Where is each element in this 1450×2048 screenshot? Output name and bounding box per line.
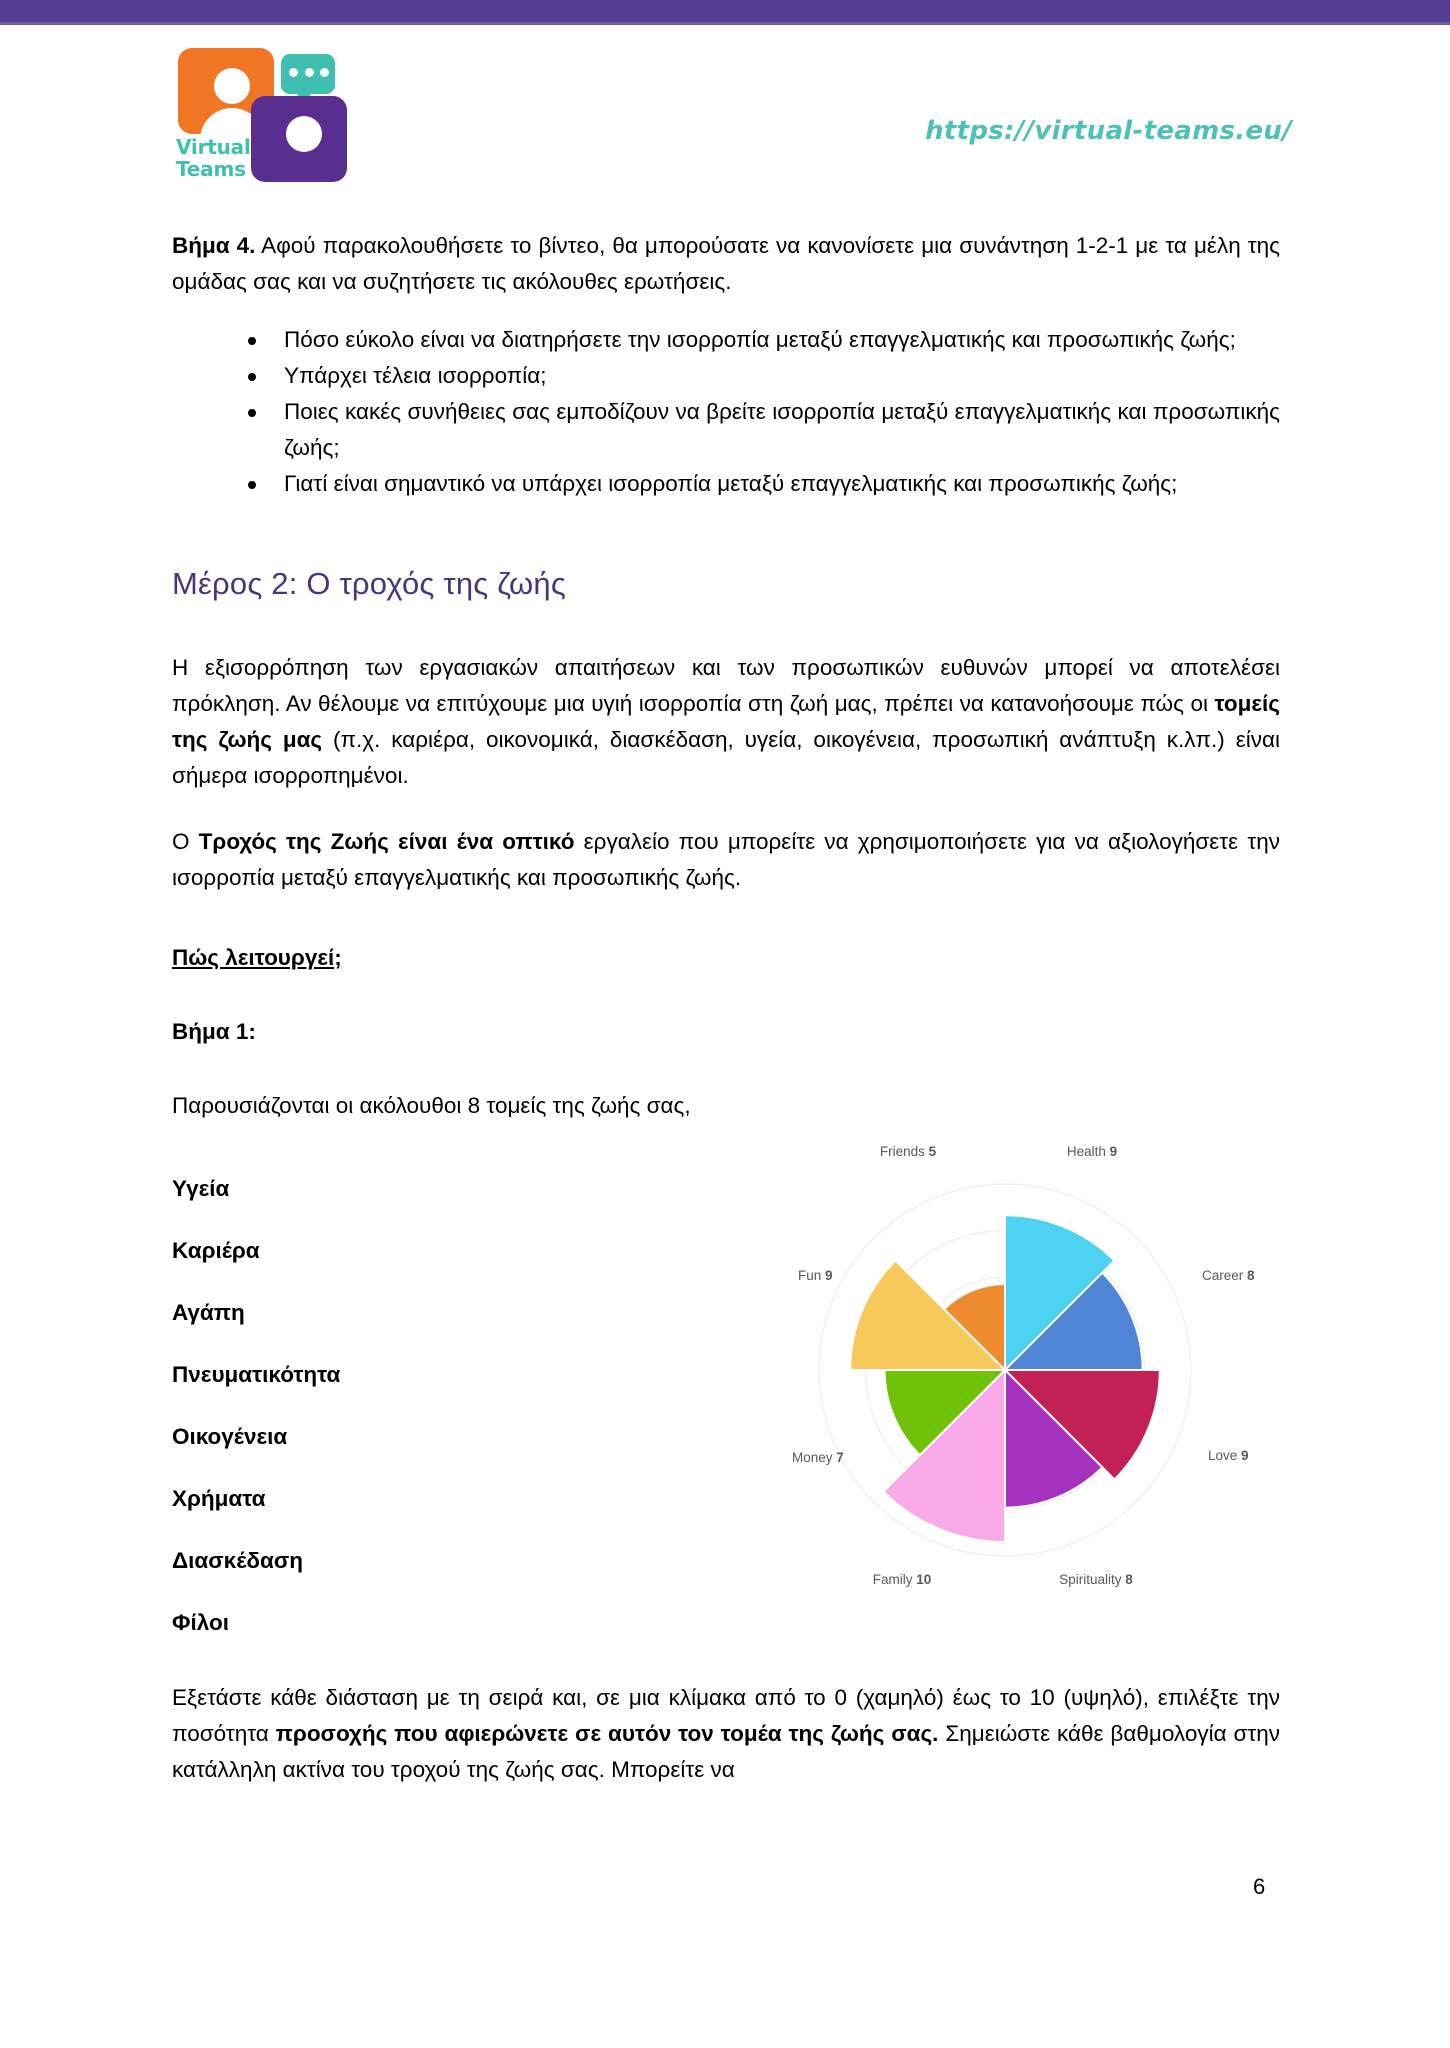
step4-label: Βήμα 4. <box>172 233 256 258</box>
chat-bubble-dots-icon <box>289 68 329 77</box>
wheel-of-life-chart <box>740 1132 1300 1602</box>
life-area-item: Πνευματικότητα <box>172 1362 341 1387</box>
wheel-of-life-svg <box>740 1132 1280 1602</box>
wheel-label-career: Career 8 <box>1202 1268 1255 1283</box>
wheel-label-fun: Fun 9 <box>798 1268 833 1283</box>
para1-bold: τομείς της ζωής μας <box>172 691 1280 752</box>
virtual-teams-logo <box>168 44 368 181</box>
closing-bold: προσοχής που αφιερώνετε σε αυτόν τον τομέα της ζωής σας. <box>275 1721 939 1746</box>
life-area-item: Χρήματα <box>172 1486 266 1511</box>
wheel-label-health: Health 9 <box>1066 1144 1118 1159</box>
logo-line-1: Virtual <box>176 135 251 159</box>
life-areas-list <box>172 1158 592 1654</box>
para1-part-a: Η εξισορρόπηση των εργασιακών απαιτήσεων και των προσωπικών ευθυνών μπορεί να αποτελέσει πρόκληση. Αν θέλουμε να επιτύχουμε μια υγιή ισορροπία στη ζωή μας, πρέπει να κατανοήσουμε πώς οι <box>172 655 1280 716</box>
life-area-item: Καριέρα <box>172 1238 260 1263</box>
document-content <box>172 228 1280 1788</box>
para1-part-b: (π.χ. καριέρα, οικονομικά, διασκέδαση, υγεία, οικογένεια, προσωπική ανάπτυξη κ.λπ.) είναι σήμερα ισορροπημένοι. <box>172 727 1280 788</box>
list-item: Γιατί είναι σημαντικό να υπάρχει ισορροπία μεταξύ επαγγελματικής και προσωπικής ζωής; <box>238 466 1280 502</box>
top-purple-bar <box>0 0 1450 22</box>
list-item: Πόσο εύκολο είναι να διατηρήσετε την ισορροπία μεταξύ επαγγελματικής και προσωπικής ζωής; <box>238 322 1280 358</box>
logo-person2-head-icon <box>286 116 322 152</box>
areas-and-wheel-row <box>172 1144 1280 1654</box>
how-it-works-heading: Πώς λειτουργεί; <box>172 945 342 970</box>
para2-part-a: Ο <box>172 829 199 854</box>
areas-intro: Παρουσιάζονται οι ακόλουθοι 8 τομείς της ζωής σας, <box>172 1093 691 1118</box>
list-item: Ποιες κακές συνήθειες σας εμποδίζουν να βρείτε ισορροπία μεταξύ επαγγελματικής και προσωπικής ζωής; <box>238 394 1280 466</box>
intro-paragraph-1 <box>172 650 1280 794</box>
top-bar-shadow <box>0 22 1450 25</box>
wheel-label-friends: Friends 5 <box>879 1144 937 1159</box>
questions-list <box>172 322 1280 502</box>
life-area-item: Οικογένεια <box>172 1424 288 1449</box>
closing-paragraph <box>172 1680 1280 1788</box>
life-area-item: Υγεία <box>172 1176 230 1201</box>
closing-part-a: Εξετάστε κάθε διάσταση με τη σειρά και, σε μια κλίμακα από το 0 (χαμηλό) έως το 10 (υψηλό), επιλέξτε την ποσότητα <box>172 1685 1280 1746</box>
page-header <box>0 38 1450 181</box>
wheel-label-love: Love 9 <box>1208 1448 1249 1463</box>
para2-part-b: εργαλείο που μπορείτε να χρησιμοποιήσετε για να αξιολογήσετε την ισορροπία μεταξύ επαγγελματικής και προσωπικής ζωής. <box>172 829 1280 890</box>
intro-paragraph-2 <box>172 824 1280 896</box>
site-url[interactable]: https://virtual-teams.eu/ <box>925 116 1292 146</box>
life-area-item: Αγάπη <box>172 1300 245 1325</box>
para2-bold: Τροχός της Ζωής είναι ένα οπτικό <box>198 829 575 854</box>
section-title: Μέρος 2: Ο τροχός της ζωής <box>172 566 567 601</box>
step4-text: Αφού παρακολουθήσετε το βίντεο, θα μπορούσατε να κανονίσετε μια συνάντηση 1-2-1 με τα μέλη της ομάδας σας και να συζητήσετε τις ακόλουθες ερωτήσεις. <box>172 233 1280 294</box>
list-item: Υπάρχει τέλεια ισορροπία; <box>238 358 1280 394</box>
closing-part-b: Σημειώστε κάθε βαθμολογία στην κατάλληλη ακτίνα του τροχού της ζωής σας. Μπορείτε να <box>172 1721 1281 1782</box>
logo-wordmark <box>176 136 251 180</box>
life-area-item: Διασκέδαση <box>172 1548 303 1573</box>
page-number: 6 <box>1253 1874 1266 1899</box>
wheel-label-money: Money 7 <box>792 1450 844 1465</box>
wheel-label-spirituality: Spirituality 8 <box>1059 1572 1133 1587</box>
wheel-label-family: Family 10 <box>872 1572 932 1587</box>
step1-heading: Βήμα 1: <box>172 1019 256 1044</box>
logo-person-head-icon <box>214 68 250 104</box>
life-area-item: Φίλοι <box>172 1610 229 1635</box>
logo-line-2: Teams <box>176 157 246 181</box>
step4-paragraph <box>172 228 1280 300</box>
